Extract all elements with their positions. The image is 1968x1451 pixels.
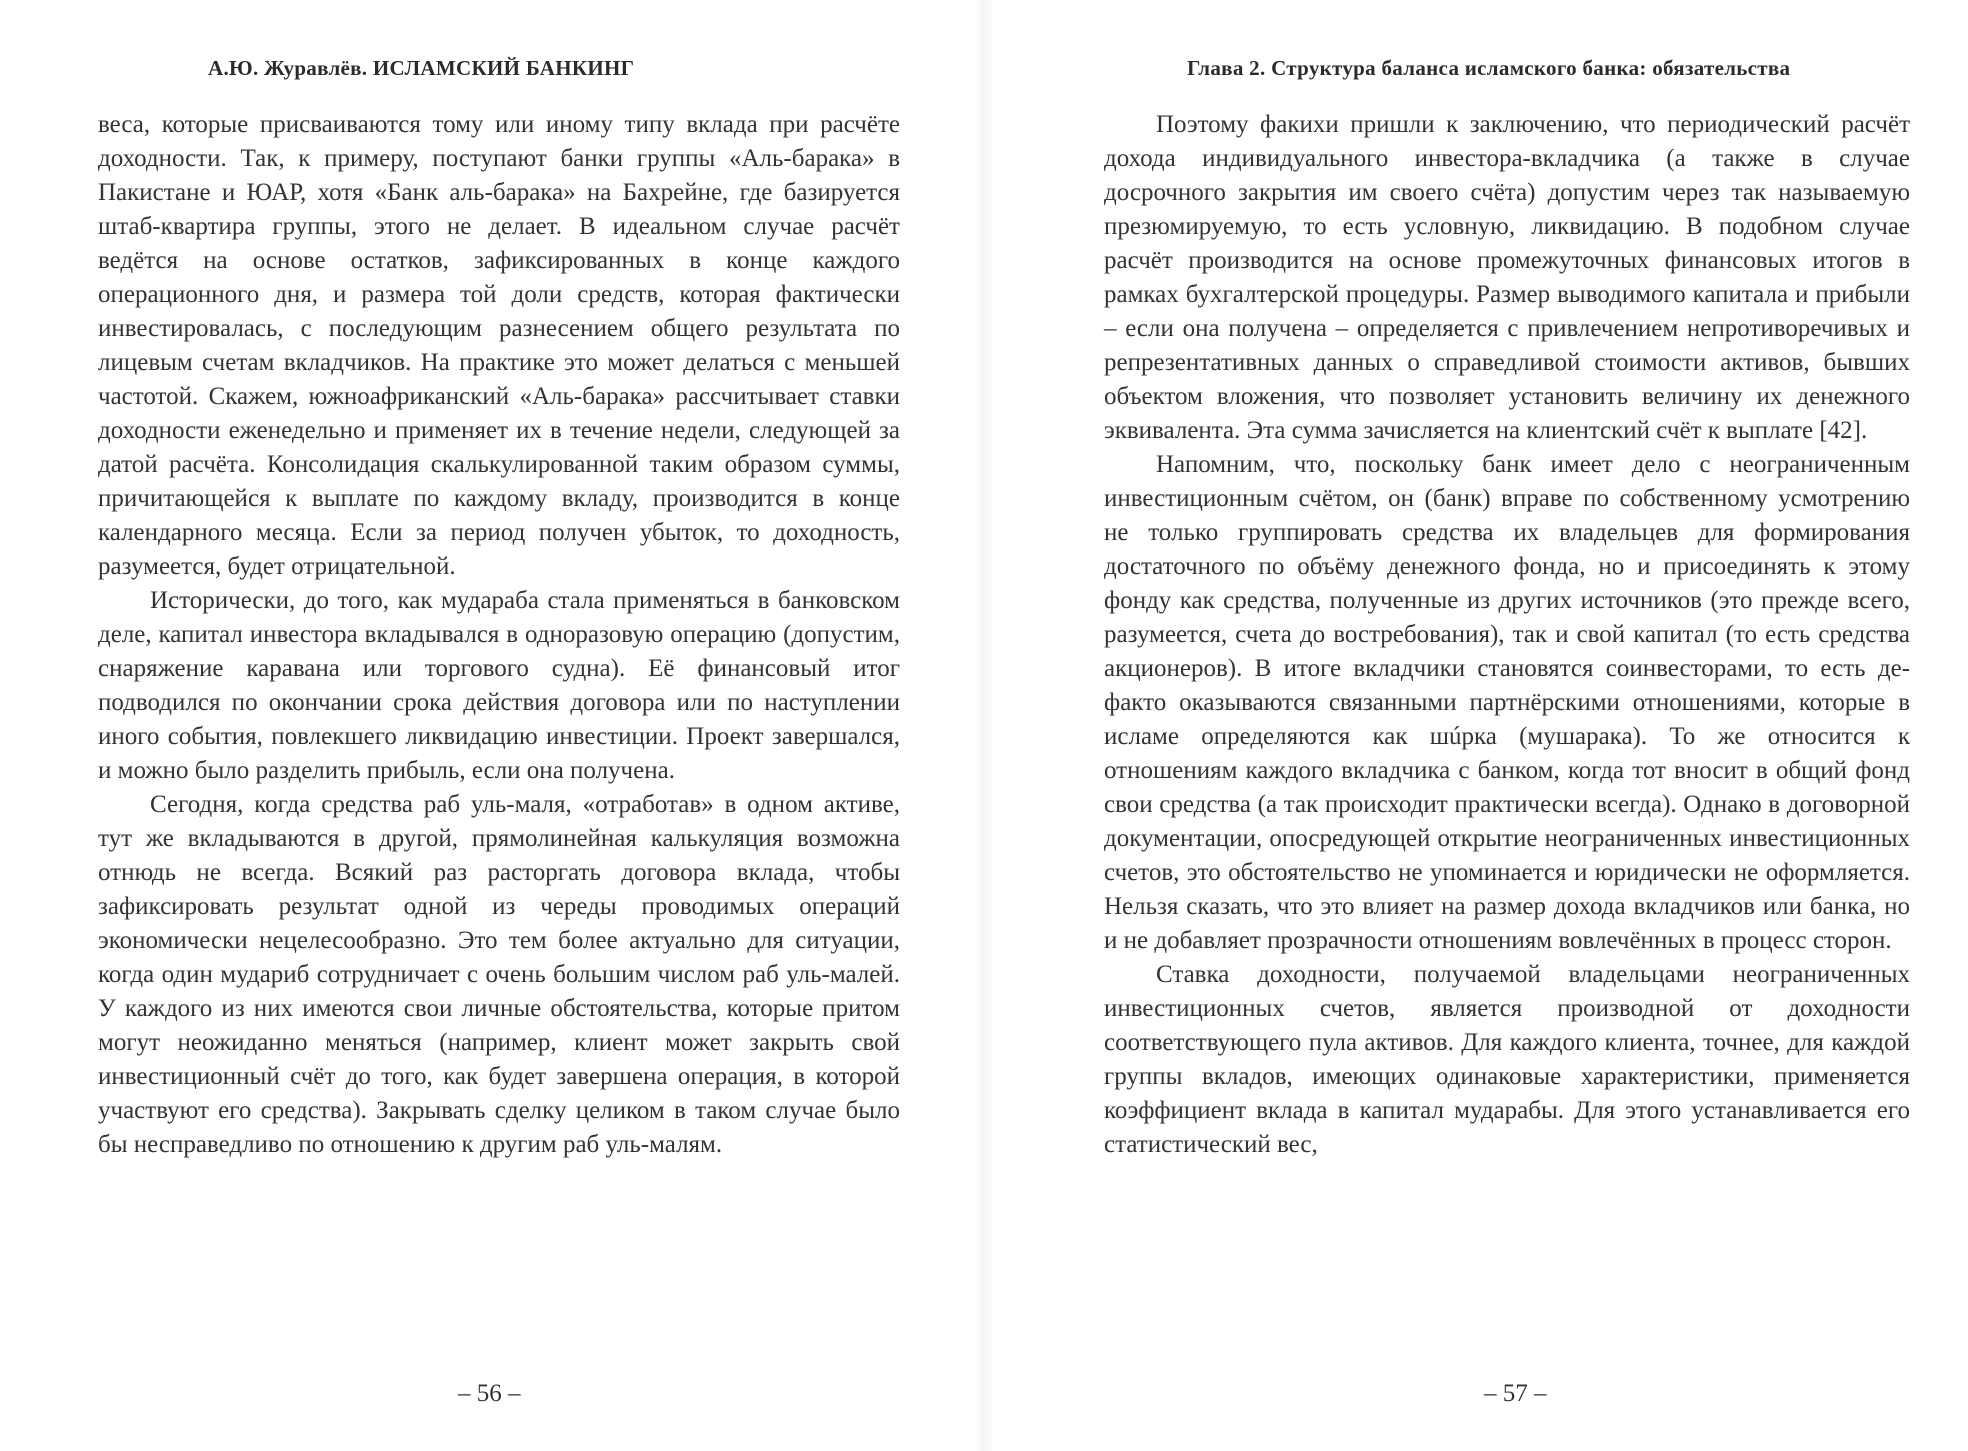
left-page-number: – 56 –: [458, 1380, 521, 1407]
right-body-text: [1104, 108, 1910, 1162]
left-paragraph-2: Исторически, до того, как мудараба стала применяться в банковском деле, капитал инвестора вкладывался в одноразовую операцию (допустим, снаряжение каравана или торгового судна). Её финансовый итог подводился по окончании срока действия договора или по наступлении иного события, повлекшего ликвидацию инвестиции. Проект завершался, и можно было разделить прибыль, если она получена.: [98, 587, 900, 784]
right-paragraph-2: Напомним, что, поскольку банк имеет дело с неограниченным инвестиционным счётом, он (банк) вправе по собственному усмотрению не только группировать средства их владельцев для формирования достаточного по объёму денежного фонда, но и присоединять к этому фонду как средства, полученные из других источников (это прежде всего, разумеется, счета до востребования), так и свой капитал (то есть средства акционеров). В итоге вкладчики становятся соинвесторами, то есть де-факто оказываются связанными партнёрскими отношениями, которые в исламе определяются как шúрка (мушарака). То же относится к отношениям каждого вкладчика с банком, когда тот вносит в общий фонд свои средства (а так происходит практически всегда). Однако в договорной документации, опосредующей открытие неограниченных инвестиционных счетов, это обстоятельство не упоминается и юридически не оформляется. Нельзя сказать, что это влияет на размер дохода вкладчиков или банка, но и не добавляет прозрачности отношениям вовлечённых в процесс сторон.: [1104, 451, 1910, 954]
left-body-text: [98, 108, 900, 1162]
right-paragraph-3: Ставка доходности, получаемой владельцами неограниченных инвестиционных счетов, является производной от доходности соответствующего пула активов. Для каждого клиента, точнее, для каждой группы вкладов, имеющих одинаковые характеристики, применяется коэффициент вклада в капитал мударабы. Для этого устанавливается его статистический вес,: [1104, 961, 1910, 1158]
left-paragraph-1: веса, которые присваиваются тому или иному типу вклада при расчёте доходности. Так, к примеру, поступают банки группы «Аль-барака» в Пакистане и ЮАР, хотя «Банк аль-барака» на Бахрейне, где базируется штаб-квартира группы, этого не делает. В идеальном случае расчёт ведётся на основе остатков, зафиксированных в конце каждого операционного дня, и размера той доли средств, которая фактически инвестировалась, с последующим разнесением общего результата по лицевым счетам вкладчиков. На практике это может делаться с меньшей частотой. Скажем, южноафриканский «Аль-барака» рассчитывает ставки доходности еженедельно и применяет их в течение недели, следующей за датой расчёта. Консолидация скалькулированной таким образом суммы, причитающейся к выплате по каждому вкладу, производится в конце календарного месяца. Если за период получен убыток, то доходность, разумеется, будет отрицательной.: [98, 111, 900, 580]
left-running-head: А.Ю. Журавлёв. ИСЛАМСКИЙ БАНКИНГ: [208, 56, 635, 80]
left-paragraph-3: Сегодня, когда средства раб уль-маля, «отработав» в одном активе, тут же вкладываются в другой, прямолинейная калькуляция возможна отнюдь не всегда. Всякий раз расторгать договора вклада, чтобы зафиксировать результат одной из череды проводимых операций экономически нецелесообразно. Это тем более актуально для ситуации, когда один мудариб сотрудничает с очень большим числом раб уль-малей. У каждого из них имеются свои личные обстоятельства, которые притом могут неожиданно меняться (например, клиент может закрыть свой инвестиционный счёт до того, как будет завершена операция, в которой участвуют его средства). Закрывать сделку целиком в таком случае было бы несправедливо по отношению к другим раб уль-малям.: [98, 791, 900, 1158]
right-running-head: Глава 2. Структура баланса исламского банка: обязательства: [1187, 56, 1791, 80]
right-page: [984, 0, 1968, 1451]
right-page-number: – 57 –: [1484, 1380, 1547, 1407]
right-paragraph-1: Поэтому факихи пришли к заключению, что периодический расчёт дохода индивидуального инвестора-вкладчика (а также в случае досрочного закрытия им своего счёта) допустим через так называемую презюмируемую, то есть условную, ликвидацию. В подобном случае расчёт производится на основе промежуточных финансовых итогов в рамках бухгалтерской процедуры. Размер выводимого капитала и прибыли – если она получена – определяется с привлечением непротиворечивых и репрезентативных данных о справедливой стоимости активов, бывших объектом вложения, что позволяет установить величину их денежного эквивалента. Эта сумма зачисляется на клиентский счёт к выплате [42].: [1104, 111, 1910, 444]
